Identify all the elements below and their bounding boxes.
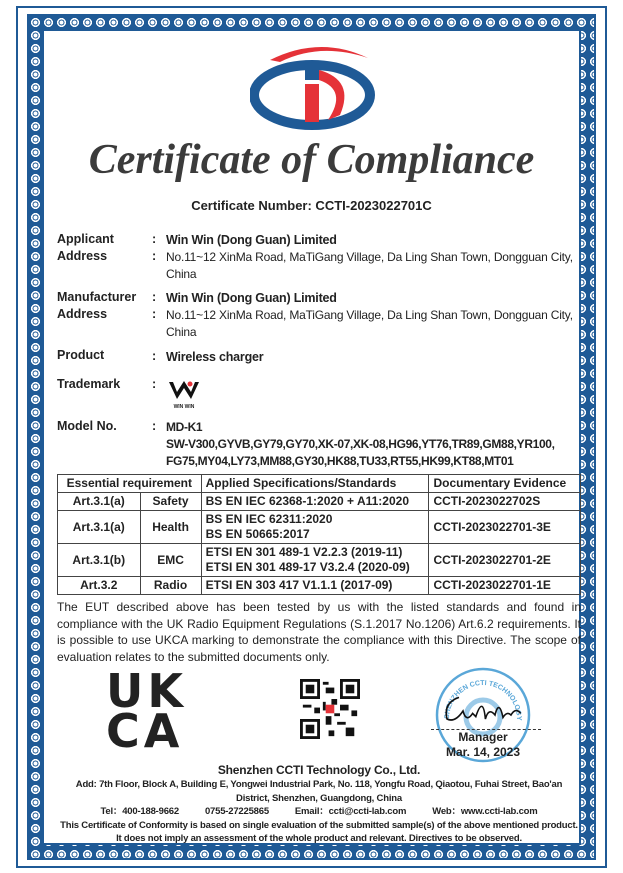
lower-section bbox=[57, 474, 581, 846]
model-label: Model No. bbox=[57, 419, 117, 433]
table-row bbox=[58, 511, 581, 544]
table-header-row bbox=[58, 475, 581, 493]
sign-date: Mar. 14, 2023 bbox=[445, 745, 521, 759]
model-line: FG75,MY04,LY73,MM88,GY30,HK88,TU33,RT55,HK99,KT88,MT01 bbox=[166, 454, 514, 468]
address-label: Address bbox=[57, 249, 108, 263]
header-essential: Essential requirement bbox=[58, 475, 202, 493]
manufacturer-value: Win Win (Dong Guan) Limited bbox=[166, 291, 337, 305]
trademark-label: Trademark bbox=[57, 377, 121, 391]
qr-code-icon bbox=[300, 679, 360, 739]
cell-type: Safety bbox=[140, 493, 201, 511]
compliance-statement: The EUT described above has been tested by us with the listed standards and found in compliance with the UK Radio Equipment Regulations (S.1.2017 No.1206) Art.6.2 requirements. It is possible to use UKCA marking to demonstrate the compliance with this Directive. The scope of evaluation relates to the submitted documents only. bbox=[57, 600, 581, 664]
product-label: Product bbox=[57, 348, 105, 362]
colon: : bbox=[152, 249, 157, 263]
footer-note: It does not imply an assessment of the whole product and relevant. Directives to be observed. bbox=[116, 833, 522, 844]
cell-evidence: CCTI-2023022702S bbox=[429, 493, 581, 511]
footer-note: This Certificate of Conformity is based on single evaluation of the submitted sample(s) of the above mentioned product. bbox=[60, 819, 578, 831]
cell-article: Art.3.1(b) bbox=[58, 544, 141, 577]
cell-article: Art.3.1(a) bbox=[58, 511, 141, 544]
cti-logo-icon bbox=[250, 40, 375, 130]
cell-type: Health bbox=[140, 511, 201, 544]
spec-line: ETSI EN 301 489-17 V3.2.4 (2020-09) bbox=[205, 560, 410, 574]
colon: : bbox=[152, 290, 157, 304]
issuer-address-line2: District, Shenzhen, Guangdong, China bbox=[236, 792, 402, 804]
header-evidence: Documentary Evidence bbox=[429, 475, 581, 493]
web: Web：www.ccti-lab.com bbox=[432, 806, 538, 817]
signer-role: Manager bbox=[458, 730, 508, 744]
spec-line: BS EN IEC 62311:2020 bbox=[205, 512, 333, 526]
cell-type: Radio bbox=[140, 577, 201, 595]
model-values bbox=[166, 419, 581, 470]
cell-spec: ETSI EN 303 417 V1.1.1 (2017-09) bbox=[201, 577, 429, 595]
manufacturer-address bbox=[166, 307, 581, 340]
contact-row bbox=[44, 805, 594, 819]
issuer-address-line1: Add: 7th Floor, Block A, Building E, Yongwei Industrial Park, No. 118, Yongfu Road, Qiaotou, Fuhai Street, Bao'an bbox=[75, 779, 563, 790]
applicant-address bbox=[166, 249, 581, 282]
cell-evidence: CCTI-2023022701-1E bbox=[429, 577, 581, 595]
cell-article: Art.3.2 bbox=[58, 577, 141, 595]
certificate-title: Certificate of Compliance bbox=[88, 137, 535, 183]
manufacturer-label: Manufacturer bbox=[57, 290, 137, 304]
trademark-logo bbox=[166, 380, 202, 410]
cell-spec bbox=[201, 511, 429, 544]
trademark-text: WIN WIN bbox=[173, 404, 195, 410]
ukca-line: UK bbox=[106, 664, 187, 718]
colon: : bbox=[152, 307, 157, 321]
address-line1: No.11~12 XinMa Road, MaTiGang Village, Da Ling Shan Town, Dongguan City, bbox=[166, 308, 573, 322]
cell-spec: BS EN IEC 62368-1:2020 + A11:2020 bbox=[201, 493, 429, 511]
winwin-logo-icon bbox=[168, 380, 200, 400]
requirements-table bbox=[57, 474, 581, 595]
cell-evidence: CCTI-2023022701-2E bbox=[429, 544, 581, 577]
cell-spec bbox=[201, 544, 429, 577]
company-stamp bbox=[435, 667, 531, 763]
model-line: SW-V300,GYVB,GY79,GY70,XK-07,XK-08,HG96,YT76,TR89,GM88,YR100, bbox=[166, 437, 555, 451]
tel: Tel：400-188-9662 bbox=[100, 806, 179, 817]
table-row bbox=[58, 493, 581, 511]
ukca-line: CA bbox=[106, 704, 184, 758]
cell-article: Art.3.1(a) bbox=[58, 493, 141, 511]
table-row bbox=[58, 544, 581, 577]
cell-evidence: CCTI-2023022701-3E bbox=[429, 511, 581, 544]
product-value: Wireless charger bbox=[166, 350, 264, 364]
ukca-mark bbox=[106, 664, 187, 758]
colon: : bbox=[152, 232, 157, 246]
address-line1: No.11~12 XinMa Road, MaTiGang Village, Da Ling Shan Town, Dongguan City, bbox=[166, 250, 573, 264]
issuer-company: Shenzhen CCTI Technology Co., Ltd. bbox=[217, 763, 421, 777]
header-standards: Applied Specifications/Standards bbox=[201, 475, 429, 493]
tel2: 0755-27225865 bbox=[204, 806, 269, 817]
address-line2: China bbox=[166, 324, 197, 339]
signature-icon bbox=[437, 691, 529, 727]
email: Email：ccti@ccti-lab.com bbox=[294, 806, 407, 817]
spec-line: BS EN 50665:2017 bbox=[205, 527, 310, 541]
stamp-text: SHENZHEN CCTI TECHNOLOGY bbox=[443, 679, 523, 721]
marks-row bbox=[57, 664, 581, 763]
colon: : bbox=[152, 349, 157, 363]
cell-type: EMC bbox=[140, 544, 201, 577]
colon: : bbox=[152, 419, 157, 433]
certificate-number: Certificate Number: CCTI-2023022701C bbox=[191, 198, 432, 213]
address-label: Address bbox=[57, 307, 108, 321]
applicant-value: Win Win (Dong Guan) Limited bbox=[166, 233, 337, 247]
table-row bbox=[58, 577, 581, 595]
spec-line: ETSI EN 301 489-1 V2.2.3 (2019-11) bbox=[205, 545, 403, 559]
address-line2: China bbox=[166, 266, 197, 281]
model-main: MD-K1 bbox=[166, 420, 203, 434]
colon: : bbox=[152, 377, 157, 391]
applicant-label: Applicant bbox=[57, 232, 114, 246]
